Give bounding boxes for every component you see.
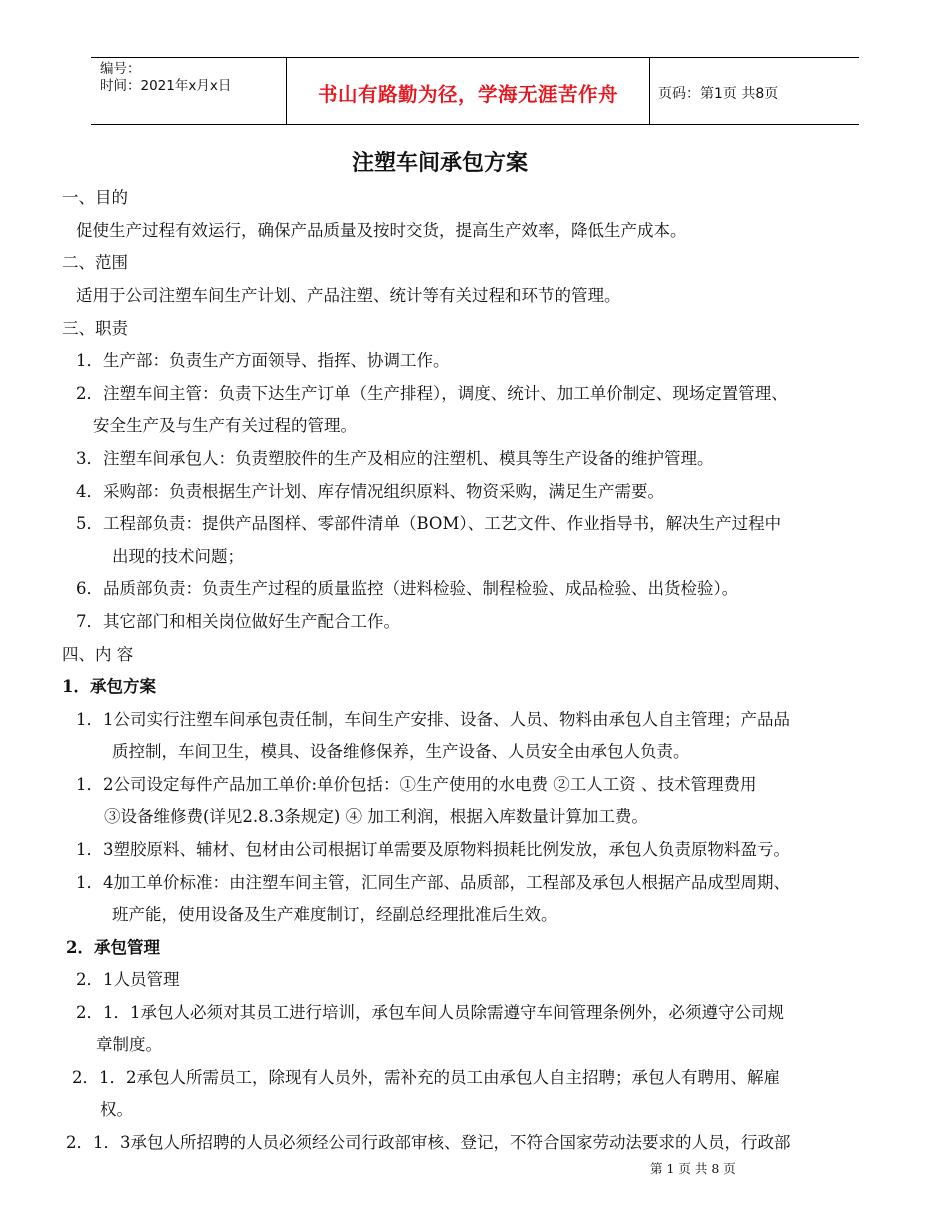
subsection-heading: 2．承包管理: [66, 938, 160, 957]
list-item: 2．注塑车间主管：负责下达生产订单（生产排程），调度、统计、加工单价制定、现场定置管理、: [76, 384, 788, 403]
section-heading: 一、目的: [62, 188, 128, 207]
list-item: 4．采购部：负责根据生产计划、库存情况组织原料、物资采购，满足生产需要。: [76, 482, 664, 501]
list-item: 3．注塑车间承包人：负责塑胶件的生产及相应的注塑机、模具等生产设备的维护管理。: [76, 449, 714, 468]
list-item: 2．1．1承包人必须对其员工进行培训，承包车间人员除需遵守车间管理条例外，必须遵守公司规: [76, 1003, 784, 1022]
document-number-label: 编号：: [100, 61, 141, 77]
list-item: 2．1．3承包人所招聘的人员必须经公司行政部审核、登记，不符合国家劳动法要求的人员，行政部: [66, 1133, 791, 1152]
list-item: 6．品质部负责：负责生产过程的质量监控（进料检验、制程检验、成品检验、出货检验）。: [76, 579, 739, 598]
header-motto: 书山有路勤为径，学海无涯苦作舟: [317, 83, 618, 106]
list-item-continuation: 权。: [100, 1100, 133, 1119]
header-motto-cell: [286, 58, 650, 124]
list-item: 1．3塑胶原料、辅材、包材由公司根据订单需要及原物料损耗比例发放，承包人负责原物料盈亏。: [76, 840, 790, 859]
list-item: 2．1人员管理: [76, 970, 180, 989]
list-item: 7．其它部门和相关岗位做好生产配合工作。: [76, 612, 400, 631]
header-info-cell: [91, 58, 286, 124]
list-item-continuation: ③设备维修费(详见2.8.3条规定) ④ 加工利润，根据入库数量计算加工费。: [104, 807, 648, 826]
list-item-continuation: 章制度。: [96, 1035, 162, 1054]
list-item: 1．1公司实行注塑车间承包责任制，车间生产安排、设备、人员、物料由承包人自主管理；产品品: [76, 710, 790, 729]
list-item-continuation: 质控制，车间卫生，模具、设备维修保养，生产设备、人员安全由承包人负责。: [112, 742, 690, 761]
paragraph-line: 促使生产过程有效运行，确保产品质量及按时交货，提高生产效率，降低生产成本。: [76, 221, 687, 240]
list-item: 1．2公司设定每件产品加工单价:单价包括：①生产使用的水电费 ②工人工资 、技术管理费用: [76, 775, 757, 794]
section-heading: 四、内 容: [62, 645, 134, 664]
list-item: 5．工程部负责：提供产品图样、零部件清单（BOM）、工艺文件、作业指导书，解决生产过程中: [76, 514, 782, 533]
document-time-label: 时间：2021年x月x日: [100, 78, 232, 94]
list-item-continuation: 班产能，使用设备及生产难度制订，经副总经理批准后生效。: [112, 905, 558, 924]
list-item: 2．1．2承包人所需员工，除现有人员外，需补充的员工由承包人自主招聘；承包人有聘用、解雇: [72, 1068, 780, 1087]
paragraph-line: 适用于公司注塑车间生产计划、产品注塑、统计等有关过程和环节的管理。: [76, 286, 621, 305]
list-item: 1．4加工单价标准：由注塑车间主管，汇同生产部、品质部，工程部及承包人根据产品成型周期、: [76, 873, 790, 892]
list-item-continuation: 出现的技术问题；: [112, 547, 244, 566]
section-heading: 二、范围: [62, 253, 128, 272]
page-footer: 第 1 页 共 8 页: [650, 1161, 736, 1176]
list-item-continuation: 安全生产及与生产有关过程的管理。: [93, 416, 357, 435]
page-number-label: 页码：第1页 共8页: [658, 85, 779, 102]
document-title: 注塑车间承包方案: [351, 151, 528, 176]
subsection-heading: 1．承包方案: [62, 677, 156, 696]
header-page-cell: [650, 58, 859, 124]
section-heading: 三、职责: [62, 319, 128, 338]
header-table: [91, 57, 859, 125]
list-item: 1．生产部：负责生产方面领导、指挥、协调工作。: [76, 351, 450, 370]
